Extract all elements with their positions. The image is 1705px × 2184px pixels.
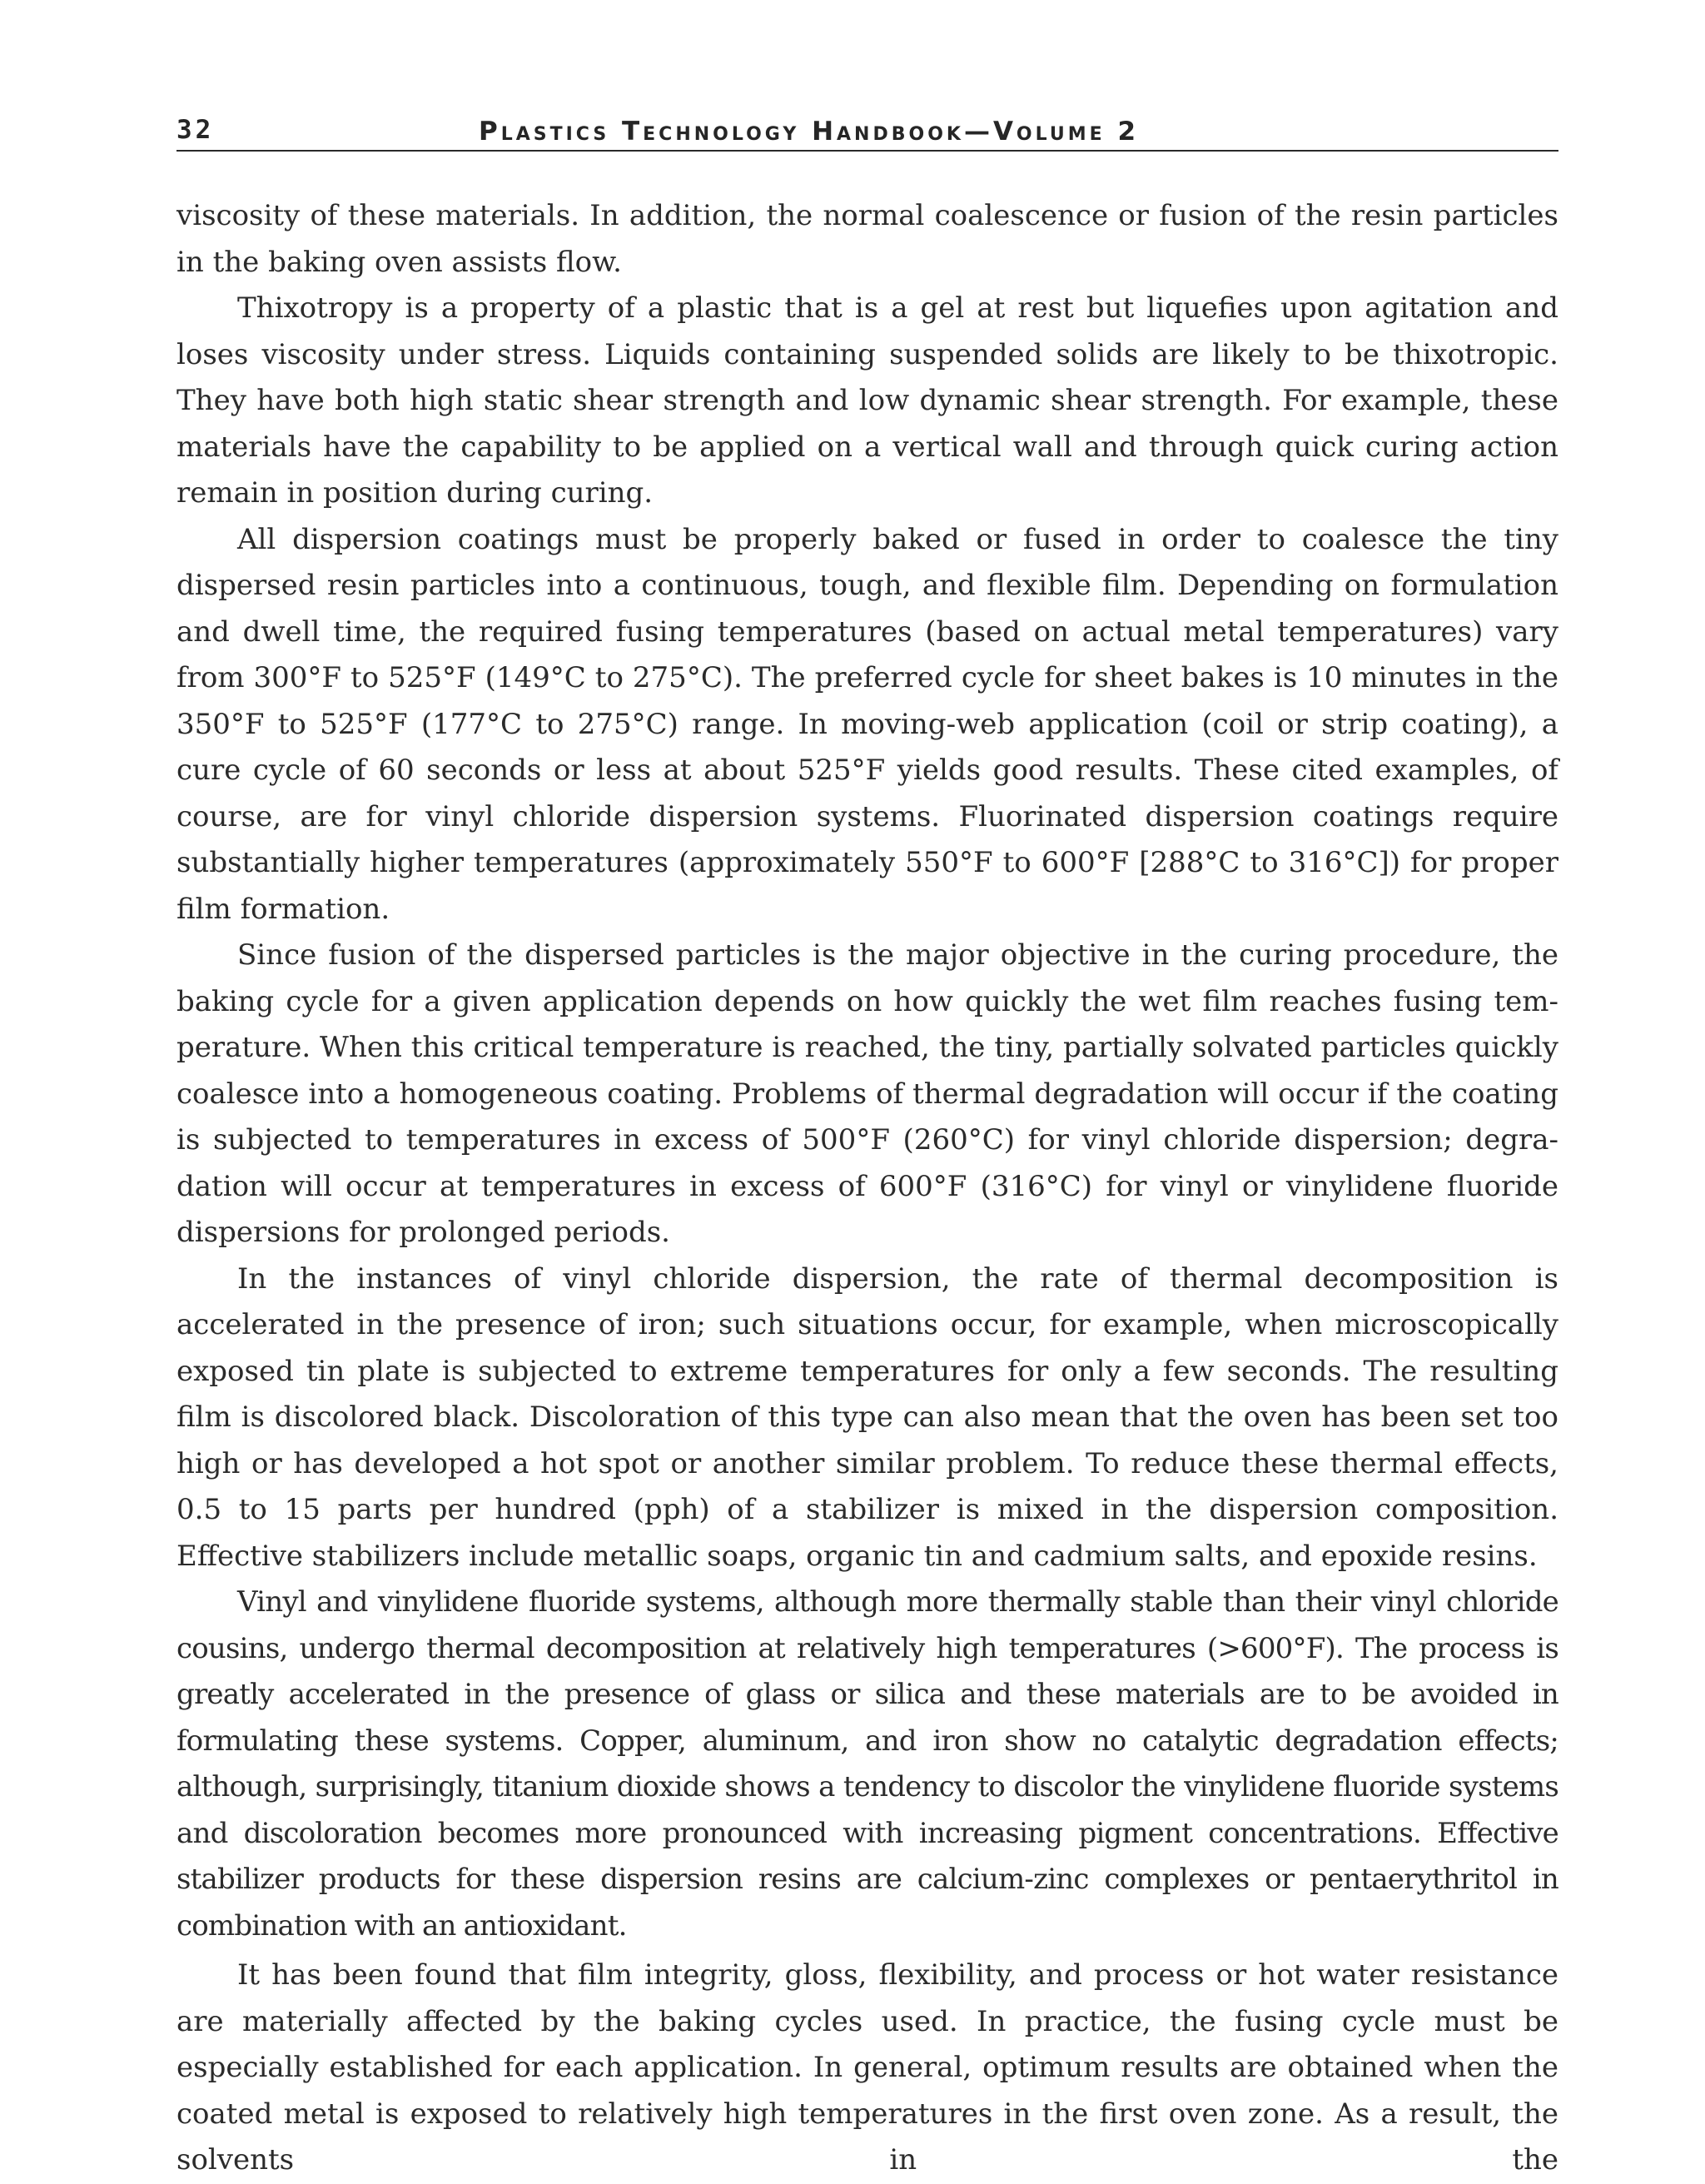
paragraph-film-integrity: It has been found that film integrity, gloss, flexibility, and process or hot water resistance are materially affected by the baking cycles used. In practice, the fusing cycle must be especially established for each application. In general, optimum results are obtained when the coated metal is exposed to relatively high temperatures in the first oven zone. As a result, the solvents in the (176, 1958, 1558, 2177)
running-header (176, 115, 1558, 152)
paragraph-fusion-cycle: Since fusion of the dispersed particles is the major objective in the curing procedure, the baking cycle for a given application depends on how quickly the wet film reaches fusing temperature. When this critical temperature is reached, the tiny, partially solvated particles quickly coalesce into a homogeneous coating. Problems of thermal degradation will occur if the coating is subjected to temperatures in excess of 500°F (260°C) for vinyl chloride dispersion; degradation will occur at temperatures in excess of 600°F (316°C) for vinyl or vinylidene fluoride dispersions for prolonged periods. (176, 938, 1558, 1249)
book-title: Plastics Technology Handbook—Volume 2 (479, 117, 1140, 147)
paragraph-fluoride-systems: Vinyl and vinylidene fluoride systems, although more thermally stable than their vinyl chloride cousins, undergo thermal decomposition at relatively high temperatures (>600°F). The process is greatly accelerated in the presence of glass or silica and these materials are to be avoided in formulating these systems. Copper, aluminum, and iron show no catalytic degradation effects; although, surprisingly, titanium dioxide shows a tendency to discolor the vinylidene fluoride systems and discoloration becomes more pronounced with increasing pigment concentrations. Effective stabilizer products for these dispersion resins are calcium-zinc complexes or pentaerythritol in combination with an antioxidant. (176, 1585, 1558, 1943)
body-text (176, 193, 1558, 2184)
page-number: 32 (176, 115, 215, 145)
paragraph-baking-temperatures: All dispersion coatings must be properly baked or fused in order to coalesce the tiny dispersed resin particles into a continuous, tough, and flexible film. Depending on formulation and dwell time, the required fusing temperatures (based on actual metal temperatures) vary from 300°F to 525°F (149°C to 275°C). The preferred cycle for sheet bakes is 10 minutes in the 350°F to 525°F (177°C to 275°C) range. In moving-web application (coil or strip coating), a cure cycle of 60 seconds or less at about 525°F yields good results. These cited examples, of course, are for vinyl chloride dispersion systems. Fluorinated dispersion coatings require substantially higher temperatures (approximately 550°F to 600°F [288°C to 316°C]) for proper film formation. (176, 522, 1558, 926)
paragraph-continued: viscosity of these materials. In addition, the normal coalescence or fusion of the resin particles in the baking oven assists flow. (176, 199, 1558, 279)
paragraph-thixotropy: Thixotropy is a property of a plastic that is a gel at rest but liquefies upon agitation and loses viscosity under stress. Liquids containing suspended solids are likely to be thixotropic. They have both high static shear strength and low dynamic shear strength. For example, these materials have the capability to be applied on a vertical wall and through quick curing action remain in position during curing. (176, 291, 1558, 510)
paragraph-thermal-decomposition: In the instances of vinyl chloride dispersion, the rate of thermal decomposition is accelerated in the presence of iron; such situations occur, for example, when microscopically exposed tin plate is subjected to extreme temperatures for only a few seconds. The resulting film is discolored black. Discoloration of this type can also mean that the oven has been set too high or has developed a hot spot or another similar problem. To reduce these thermal effects, 0.5 to 15 parts per hundred (pph) of a stabilizer is mixed in the dispersion composition. Effective stabilizers include metallic soaps, organic tin and cadmium salts, and epoxide resins. (176, 1261, 1558, 1573)
